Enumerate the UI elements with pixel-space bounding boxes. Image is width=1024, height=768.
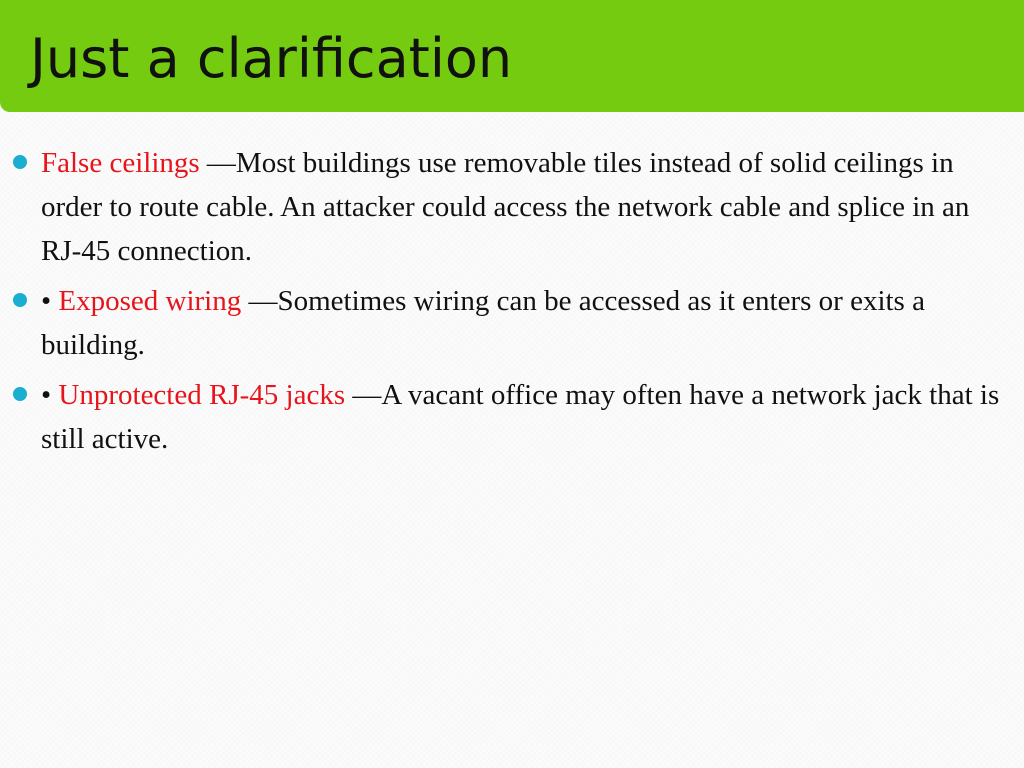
- bullet-text: —A vacant office may often have a network jack that is still active.: [41, 379, 1000, 455]
- bullet-item-false-ceilings: [0, 141, 1000, 273]
- title-bar: [0, 0, 1024, 112]
- bullet-item-exposed-wiring: [0, 279, 1000, 367]
- bullet-dot-icon: [13, 387, 27, 401]
- bullet-prefix: •: [41, 285, 59, 317]
- bullet-text: —Most buildings use removable tiles instead of solid ceilings in order to route cable. An attacker could access the network cable and splice in an RJ-45 connection.: [41, 147, 970, 267]
- bullet-item-unprotected-jacks: [0, 373, 1000, 461]
- slide-title: Just a clarification: [30, 27, 513, 90]
- bullet-prefix: •: [41, 379, 59, 411]
- bullet-dot-icon: [13, 155, 27, 169]
- bullet-text: —Sometimes wiring can be accessed as it enters or exits a building.: [41, 285, 925, 361]
- bullet-dot-icon: [13, 293, 27, 307]
- bullet-list: [0, 141, 1000, 467]
- bullet-term: Unprotected RJ-45 jacks: [58, 379, 346, 411]
- bullet-term: False ceilings: [41, 147, 200, 179]
- bullet-term: Exposed wiring: [58, 285, 242, 317]
